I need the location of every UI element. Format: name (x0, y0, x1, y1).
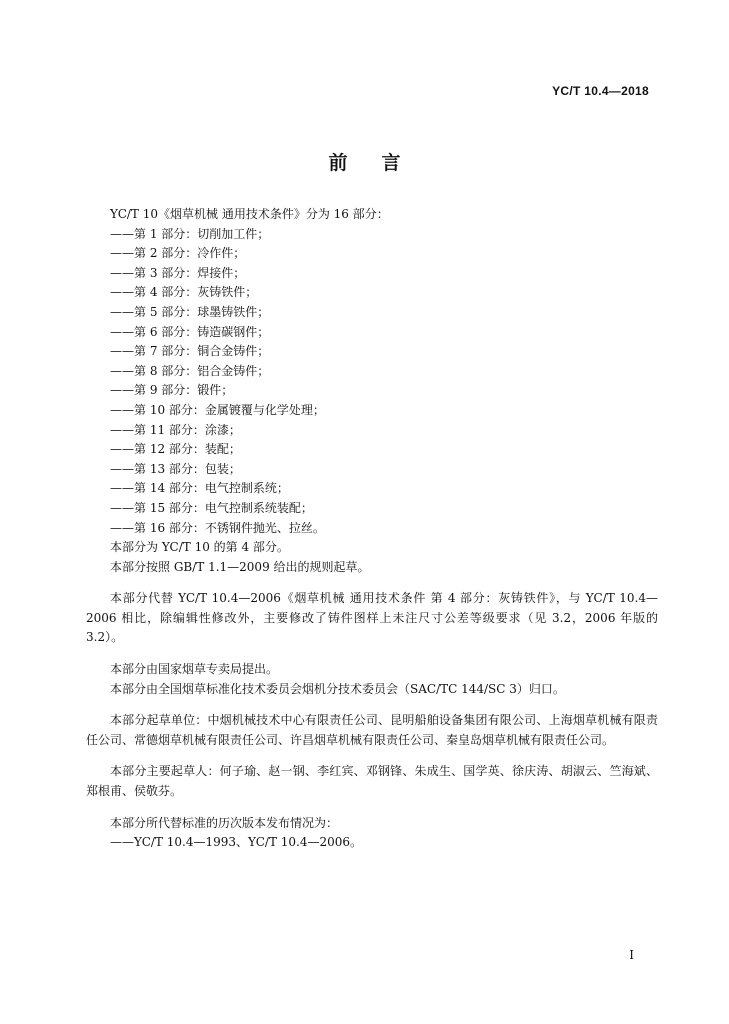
list-item: ——第 5 部分：球墨铸铁件； (110, 304, 270, 319)
page-title: 前言 (328, 152, 435, 174)
list-item: ——第 13 部分：包装； (110, 461, 241, 476)
list-item: ——第 7 部分：铜合金铸件； (110, 344, 270, 359)
list-item: ——第 16 部分：不锈钢件抛光、拉丝。 (110, 520, 325, 535)
document-body (86, 205, 658, 853)
paragraph-drafting-rules: 本部分按照 GB/T 1.1—2009 给出的规则起草。 (110, 559, 370, 574)
page-number: I (629, 948, 634, 962)
paragraph-replaces: 本部分代替 YC/T 10.4—2006《烟草机械 通用技术条件 第 4 部分：灰铸铁件》，与 YC/T 10.4—2006 相比，除编辑性修改外，主要修改了铸件图样上未注尺寸公差等级要求（见 3.2，2006 年版的 3.2）。 (86, 591, 658, 645)
paragraph-drafting-units: 本部分起草单位：中烟机械技术中心有限责任公司、昆明船舶设备集团有限公司、上海烟草机械有限责任公司、常德烟草机械有限责任公司、许昌烟草机械有限责任公司、秦皇岛烟草机械有限责任公司。 (86, 713, 658, 747)
paragraph-proposed-by: 本部分由国家烟草专卖局提出。 (110, 662, 279, 677)
list-item: ——第 10 部分：金属镀覆与化学处理； (110, 402, 325, 417)
paragraph-drafters: 本部分主要起草人：何子瑜、赵一钢、李红宾、邓钢锋、朱成生、国学英、徐庆涛、胡淑云、竺海斌、郑根甫、侯敬芬。 (86, 764, 658, 799)
list-item: ——第 15 部分：电气控制系统装配； (110, 500, 313, 515)
list-item: ——第 6 部分：铸造碳钢件； (110, 324, 270, 339)
list-item: ——第 2 部分：冷作件； (110, 246, 246, 261)
parts-list (86, 225, 658, 539)
document-code: YC/T 10.4—2018 (552, 84, 649, 98)
paragraph-centralized-by: 本部分由全国烟草标准化技术委员会烟机分技术委员会（SAC/TC 144/SC 3）归口。 (110, 681, 565, 696)
list-item: ——第 4 部分：灰铸铁件； (110, 285, 258, 300)
list-item: ——第 8 部分：铝合金铸件； (110, 363, 270, 378)
list-item: ——第 1 部分：切削加工件； (110, 226, 270, 241)
paragraph-part-number: 本部分为 YC/T 10 的第 4 部分。 (110, 540, 289, 555)
list-item: ——第 11 部分：涂漆； (110, 422, 241, 437)
list-item: ——第 14 部分：电气控制系统； (110, 481, 289, 496)
list-item: ——第 12 部分：装配； (110, 442, 241, 457)
list-item: ——第 9 部分：锻件； (110, 383, 234, 398)
paragraph-history-intro: 本部分所代替标准的历次版本发布情况为： (110, 815, 339, 830)
list-item: ——第 3 部分：焊接件； (110, 265, 246, 280)
history-item: ——YC/T 10.4—1993、YC/T 10.4—2006。 (110, 835, 363, 850)
intro-paragraph: YC/T 10《烟草机械 通用技术条件》分为 16 部分： (110, 207, 389, 221)
